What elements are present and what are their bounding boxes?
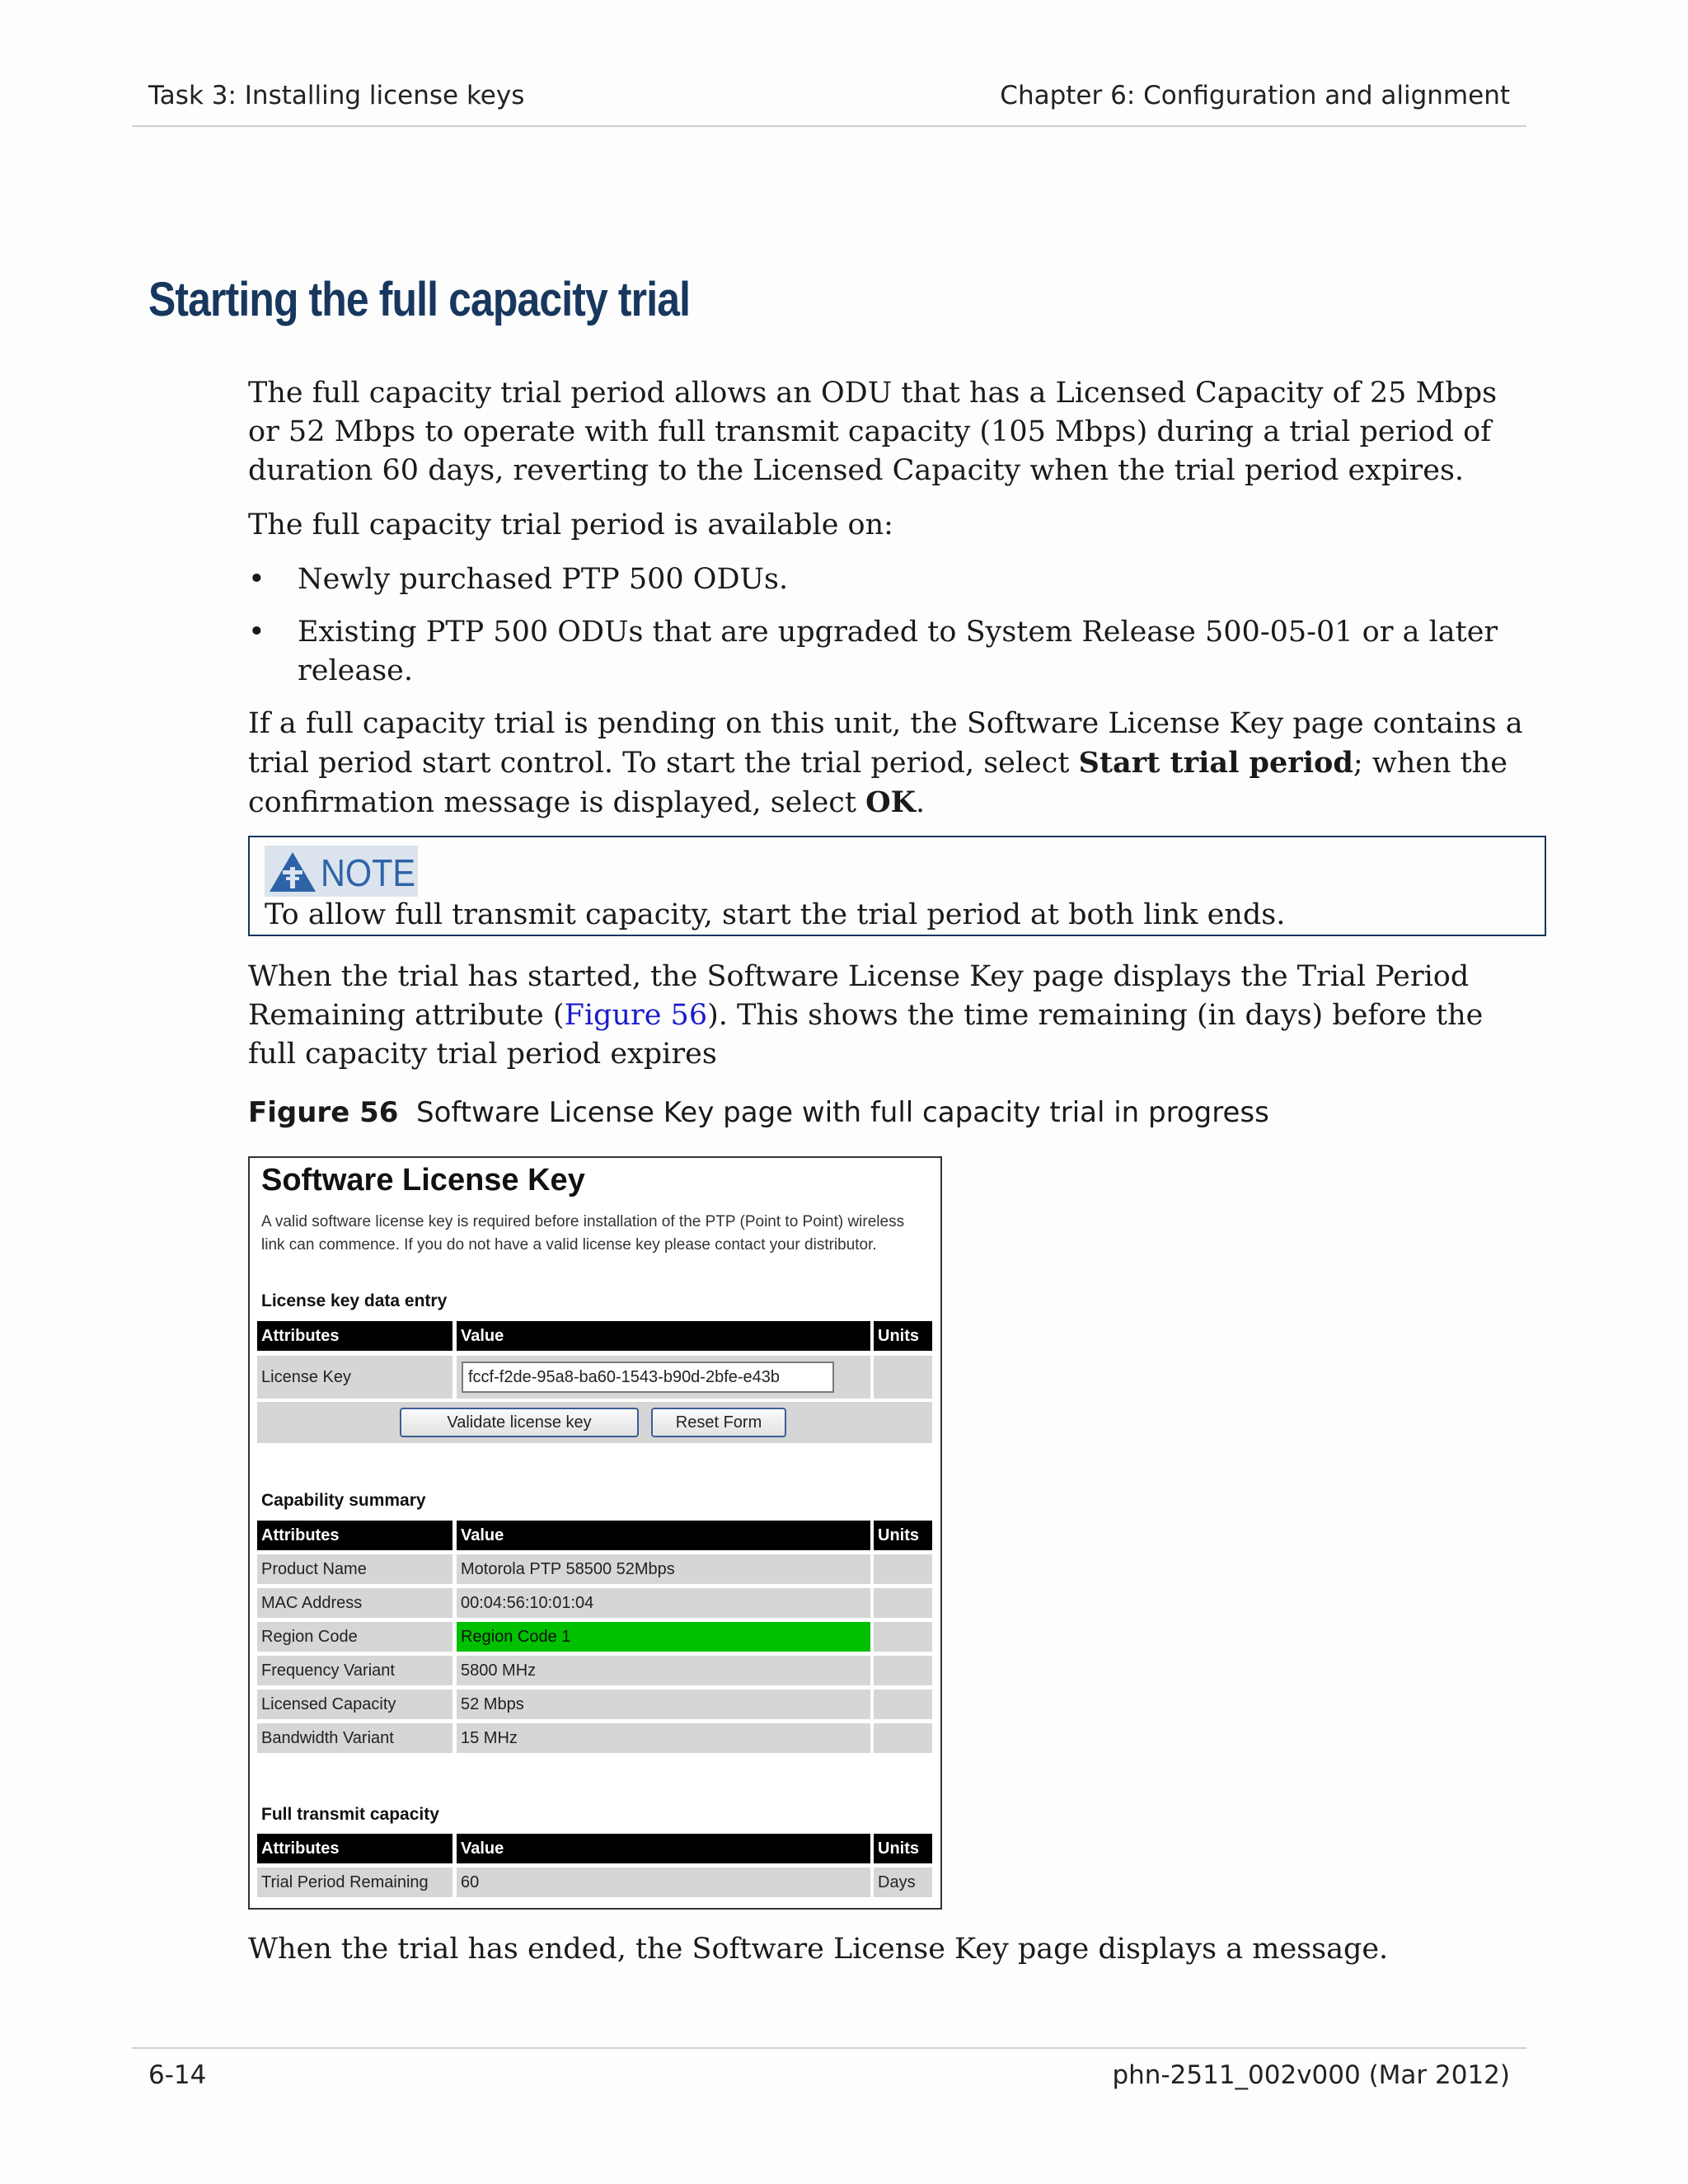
body-text-lower [248, 1930, 1534, 1985]
attribute-cell: Region Code [257, 1622, 452, 1652]
table-row [257, 1588, 932, 1618]
units-cell [874, 1554, 932, 1584]
capability-summary-label: Capability summary [261, 1491, 426, 1510]
value-cell: 52 Mbps [457, 1690, 870, 1719]
validate-license-key-button[interactable]: Validate license key [400, 1408, 639, 1437]
paragraph-trial-started [248, 958, 1534, 1074]
warning-triangle-icon [268, 851, 317, 893]
header-units: Units [874, 1321, 932, 1351]
list-item-text: Existing PTP 500 ODUs that are upgraded to System Release 500-05-01 or a later release. [298, 616, 1498, 687]
units-cell [874, 1588, 932, 1618]
running-header-right: Chapter 6: Configuration and alignment [1000, 81, 1510, 110]
license-key-label: License Key [257, 1356, 452, 1399]
table-header-row [257, 1321, 932, 1351]
reset-form-button[interactable]: Reset Form [651, 1408, 786, 1437]
document-id: phn-2511_002v000 (Mar 2012) [1112, 2060, 1510, 2090]
license-key-value-cell [457, 1356, 870, 1399]
table-row [257, 1622, 932, 1652]
units-cell [874, 1690, 932, 1719]
attribute-cell: MAC Address [257, 1588, 452, 1618]
header-attributes: Attributes [257, 1321, 452, 1351]
text-run: If a full capacity trial is pending on this unit, the Software License Key page contains a trial period start control. To start the trial period, select [248, 707, 1523, 780]
paragraph-trial-ended: When the trial has ended, the Software License Key page displays a message. [248, 1933, 1389, 1966]
text-run: ; when the confirmation message is displayed, select [248, 747, 1507, 819]
paragraph-trial-intro: The full capacity trial period allows an ODU that has a Licensed Capacity of 25 Mbps or 52 Mbps to operate with full transmit capacity (105 Mbps) during a trial period of duration 60 days, reverting to the Licensed Capacity when the trial period expires. [248, 377, 1498, 487]
license-key-section-label: License key data entry [261, 1291, 448, 1310]
text-run: When the trial has started, the Software License Key page displays the Trial Period Remaining attribute ( [248, 960, 1470, 1032]
header-attributes: Attributes [257, 1834, 452, 1863]
value-cell: 5800 MHz [457, 1656, 870, 1685]
attribute-cell: Bandwidth Variant [257, 1723, 452, 1753]
table-row [257, 1554, 932, 1584]
body-text-middle [248, 958, 1534, 1090]
text-run: . [916, 786, 926, 819]
note-word: NOTE [321, 851, 416, 894]
page-description: A valid software license key is required before installation of the PTP (Point to Point) wireless link can commence. If you do not have a valid license key please contact your distributor. [261, 1213, 905, 1254]
value-cell: 15 MHz [457, 1723, 870, 1753]
attribute-cell: Licensed Capacity [257, 1690, 452, 1719]
units-cell [874, 1723, 932, 1753]
trial-period-remaining-value: 60 [457, 1868, 870, 1897]
figure-caption-text: Software License Key page with full capacity trial in progress [416, 1096, 1269, 1129]
table-row [257, 1690, 932, 1719]
table-row [257, 1723, 932, 1753]
table-row [257, 1356, 932, 1399]
header-value: Value [457, 1321, 870, 1351]
list-item [248, 560, 1534, 599]
header-rule [132, 125, 1526, 127]
header-value: Value [457, 1521, 870, 1550]
value-cell: Motorola PTP 58500 52Mbps [457, 1554, 870, 1584]
ui-term-ok: OK [865, 785, 917, 819]
units-cell [874, 1622, 932, 1652]
header-units: Units [874, 1521, 932, 1550]
body-text-upper [248, 374, 1534, 838]
list-item-text: Newly purchased PTP 500 ODUs. [298, 563, 789, 596]
bullet-dot: • [248, 563, 265, 596]
figure-caption [248, 1096, 1269, 1129]
bullet-dot: • [248, 616, 265, 649]
header-attributes: Attributes [257, 1521, 452, 1550]
trial-period-remaining-label: Trial Period Remaining [257, 1868, 452, 1897]
table-row [257, 1868, 932, 1897]
list-item [248, 613, 1534, 691]
paragraph-availability: The full capacity trial period is available on: [248, 509, 893, 541]
running-header-left: Task 3: Installing license keys [148, 81, 525, 110]
attribute-cell: Product Name [257, 1554, 452, 1584]
region-code-value-cell: Region Code 1 [457, 1622, 870, 1652]
value-cell: 00:04:56:10:01:04 [457, 1588, 870, 1618]
license-key-input[interactable]: fccf-f2de-95a8-ba60-1543-b90d-2bfe-e43b [462, 1361, 834, 1393]
trial-period-remaining-units: Days [874, 1868, 932, 1897]
paragraph-start-trial [248, 705, 1534, 823]
table-header-row [257, 1521, 932, 1550]
header-units: Units [874, 1834, 932, 1863]
note-text: To allow full transmit capacity, start the trial period at both link ends. [265, 898, 1286, 931]
units-cell [874, 1656, 932, 1685]
page-number: 6-14 [148, 2060, 207, 2090]
header-value: Value [457, 1834, 870, 1863]
full-transmit-capacity-label: Full transmit capacity [261, 1805, 439, 1824]
software-license-key-screenshot [248, 1156, 942, 1910]
note-box [248, 836, 1546, 936]
figure-number: Figure 56 [248, 1096, 399, 1129]
button-row-bg [257, 1402, 932, 1443]
page-title: Software License Key [261, 1163, 585, 1197]
license-key-units [874, 1356, 932, 1399]
table-row [257, 1656, 932, 1685]
figure-56-link[interactable]: Figure 56 [564, 999, 708, 1032]
note-label [265, 846, 418, 897]
ui-term-start-trial-period: Start trial period [1078, 746, 1353, 780]
button-row [257, 1402, 932, 1443]
text-run: ). This shows the time remaining (in days) before the full capacity trial period expires [248, 999, 1484, 1071]
footer-rule [132, 2047, 1526, 2049]
table-header-row [257, 1834, 932, 1863]
section-title: Starting the full capacity trial [148, 273, 691, 326]
attribute-cell: Frequency Variant [257, 1656, 452, 1685]
